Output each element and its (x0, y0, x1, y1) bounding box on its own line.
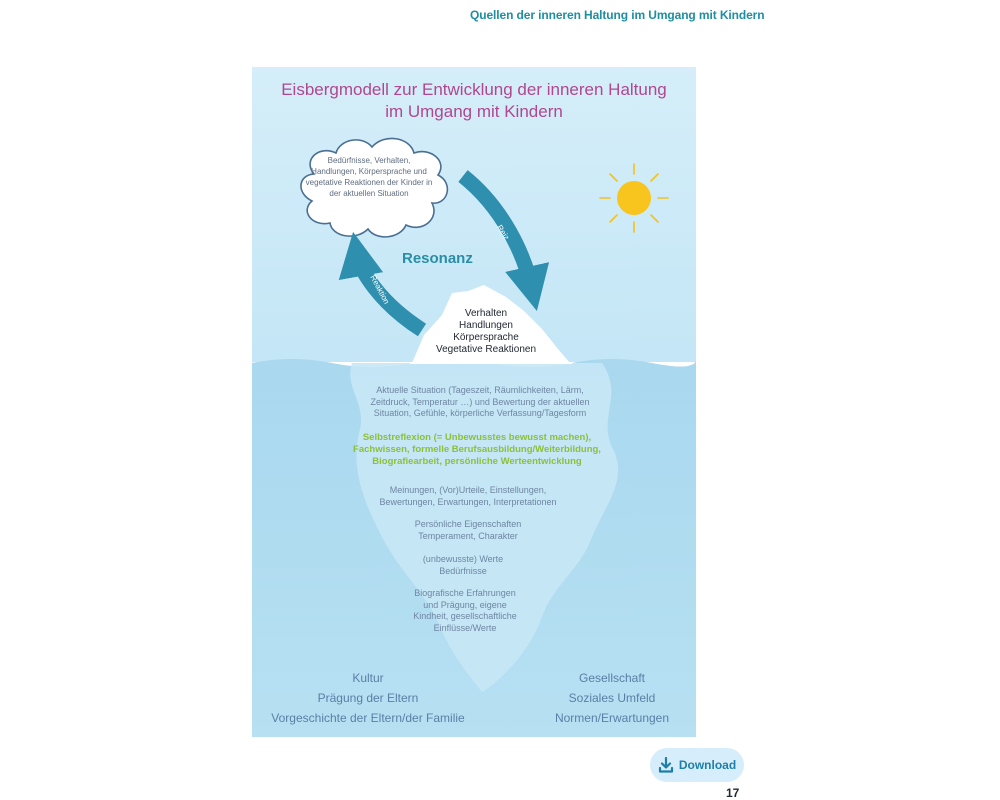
layer-biography: Biografische Erfahrungen und Prägung, eigene Kindheit, gesellschaftliche Einflüsse/Werte (413, 588, 517, 633)
iceberg-figure (252, 67, 696, 737)
bottom-left-item: Kultur (352, 671, 384, 685)
resonanz-label: Resonanz (402, 250, 473, 267)
reiz-label: Reiz (494, 223, 512, 242)
bottom-right-list (534, 668, 690, 728)
bottom-right-item: Normen/Erwartungen (554, 711, 670, 725)
download-label: Download (678, 758, 737, 772)
layer-opinions: Meinungen, (Vor)Urteile, Einstellungen, Bewertungen, Erwartungen, Interpretationen (379, 485, 557, 507)
layer-values: (unbewusste) Werte Bedürfnisse (422, 554, 504, 576)
bottom-left-item: Vorgeschichte der Eltern/der Familie (271, 711, 465, 725)
figure-title (252, 79, 696, 123)
iceberg-tip-text (412, 308, 560, 356)
download-icon (658, 757, 674, 773)
tip-line: Verhalten (464, 308, 508, 319)
layer-current-situation: Aktuelle Situation (Tageszeit, Räumlichkeiten, Lärm, Zeitdruck, Temperatur …) und Bewertung der aktuellen Situation, Gefühle, körperliche Verfassung/Tagesform (370, 385, 590, 418)
bottom-left-item: Prägung der Eltern (317, 691, 419, 705)
running-header: Quellen der inneren Haltung im Umgang mit Kindern (470, 8, 765, 22)
layer-personal-traits: Persönliche Eigenschaften Temperament, Charakter (414, 519, 522, 541)
green-line: Fachwissen, formelle Berufsausbildung/Weiterbildung, (353, 444, 601, 455)
download-button[interactable] (650, 748, 744, 782)
tip-line: Handlungen (459, 320, 513, 331)
layer-self-reflection (332, 432, 622, 468)
tip-line: Vegetative Reaktionen (435, 344, 537, 355)
cloud-text: Bedürfnisse, Verhalten, Handlungen, Körpersprache und vegetative Reaktionen der Kinder in der aktuellen Situation (305, 156, 433, 198)
figure-title-line1: Eisbergmodell zur Entwicklung der inneren Haltung (281, 80, 667, 99)
page-number: 17 (726, 786, 740, 800)
green-line: Biografiearbeit, persönliche Werteentwicklung (372, 456, 582, 467)
tip-line: Körpersprache (453, 332, 519, 343)
figure-title-line2: im Umgang mit Kindern (385, 102, 563, 121)
reaktion-label: Reaktion (368, 273, 392, 306)
bottom-right-item: Soziales Umfeld (568, 691, 656, 705)
green-line: Selbstreflexion (= Unbewusstes bewusst machen), (362, 432, 592, 443)
bottom-right-item: Gesellschaft (578, 671, 646, 685)
sun-icon (600, 164, 668, 232)
bottom-left-list (252, 668, 484, 728)
